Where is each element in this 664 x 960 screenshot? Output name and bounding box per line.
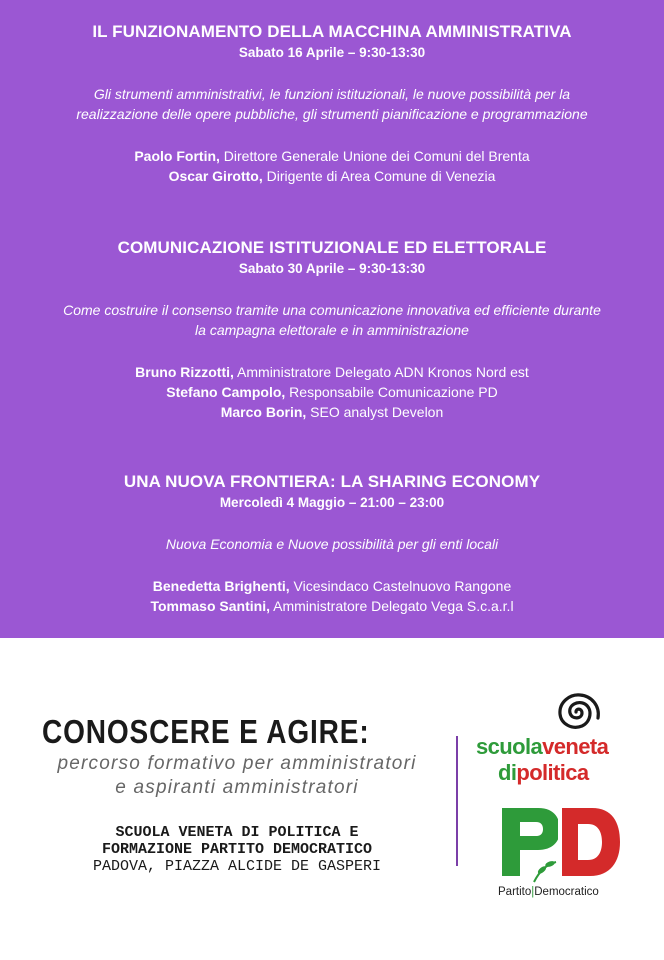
speaker-role: Amministratore Delegato ADN Kronos Nord est (233, 364, 529, 380)
speaker-name: Stefano Campolo, (166, 384, 286, 400)
speaker-name: Benedetta Brighenti, (152, 578, 290, 594)
svp-word: scuola (476, 734, 543, 759)
course-subtitle (22, 752, 452, 800)
subtitle-line: e aspiranti amministratori (115, 777, 359, 798)
description-line: Nuova Economia e Nuove possibilità per gli enti locali (165, 536, 499, 552)
speaker (0, 166, 664, 186)
vertical-divider (456, 736, 458, 866)
session-date: Mercoledì 4 Maggio – 21:00 – 23:00 (219, 495, 445, 510)
pd-mark-icon (498, 806, 628, 886)
speaker (0, 402, 664, 422)
description-line: realizzazione delle opere pubbliche, gli strumenti pianificazione e programmazione (76, 106, 588, 122)
speaker (0, 362, 664, 382)
course-headline: CONOSCERE E AGIRE: (42, 713, 370, 750)
subtitle-line: percorso formativo per amministratori (57, 753, 417, 774)
organizer-block (22, 824, 452, 875)
session-1 (0, 22, 664, 186)
svp-wordmark-line1 (476, 736, 608, 758)
speaker-name: Paolo Fortin, (134, 148, 220, 164)
speaker (0, 576, 664, 596)
pd-caption-word: Partito (498, 886, 532, 898)
pd-caption-word: Democratico (534, 886, 599, 898)
speaker-role: Vicesindaco Castelnuovo Rangone (289, 578, 512, 594)
svp-word: di (498, 760, 517, 785)
svp-word: veneta (542, 734, 609, 759)
venue-line: PADOVA, PIAZZA ALCIDE DE GASPERI (92, 858, 382, 875)
description-line: la campagna elettorale e in amministrazione (195, 322, 469, 338)
speaker-name: Tommaso Santini, (150, 598, 270, 614)
organizer-line: FORMAZIONE PARTITO DEMOCRATICO (101, 841, 373, 858)
description-line: Gli strumenti amministrativi, le funzioni istituzionali, le nuove possibilità per la (93, 86, 571, 102)
session-2 (0, 238, 664, 422)
speaker-role: Amministratore Delegato Vega S.c.a.r.l (269, 598, 514, 614)
session-title: IL FUNZIONAMENTO DELLA MACCHINA AMMINISTRATIVA (92, 22, 572, 41)
session-description (0, 300, 664, 340)
speaker-role: Dirigente di Area Comune di Venezia (262, 168, 496, 184)
pd-caption: Partito|Democratico (498, 886, 599, 898)
description-line: Come costruire il consenso tramite una comunicazione innovativa ed efficiente durante (63, 302, 601, 318)
speaker (0, 146, 664, 166)
session-date: Sabato 16 Aprile – 9:30-13:30 (238, 45, 426, 60)
organizer-line: SCUOLA VENETA DI POLITICA E (115, 824, 359, 841)
session-description (0, 534, 664, 554)
session-title: UNA NUOVA FRONTIERA: LA SHARING ECONOMY (123, 472, 541, 491)
speaker-role: SEO analyst Develon (306, 404, 444, 420)
pd-logo (498, 806, 628, 906)
speaker-role: Responsabile Comunicazione PD (285, 384, 498, 400)
footer-panel (0, 638, 664, 960)
session-title: COMUNICAZIONE ISTITUZIONALE ED ELETTORALE (117, 238, 547, 257)
svp-word: politica (516, 760, 589, 785)
svp-wordmark-line2 (498, 762, 589, 784)
speaker-name: Bruno Rizzotti, (135, 364, 234, 380)
scuola-veneta-logo (476, 688, 646, 798)
speaker (0, 382, 664, 402)
speaker-name: Marco Borin, (220, 404, 307, 420)
session-3 (0, 472, 664, 616)
speaker-role: Direttore Generale Unione dei Comuni del Brenta (219, 148, 530, 164)
spiral-icon (546, 688, 606, 736)
session-date: Sabato 30 Aprile – 9:30-13:30 (238, 261, 426, 276)
session-description (0, 84, 664, 124)
speaker (0, 596, 664, 616)
speaker-name: Oscar Girotto, (168, 168, 263, 184)
